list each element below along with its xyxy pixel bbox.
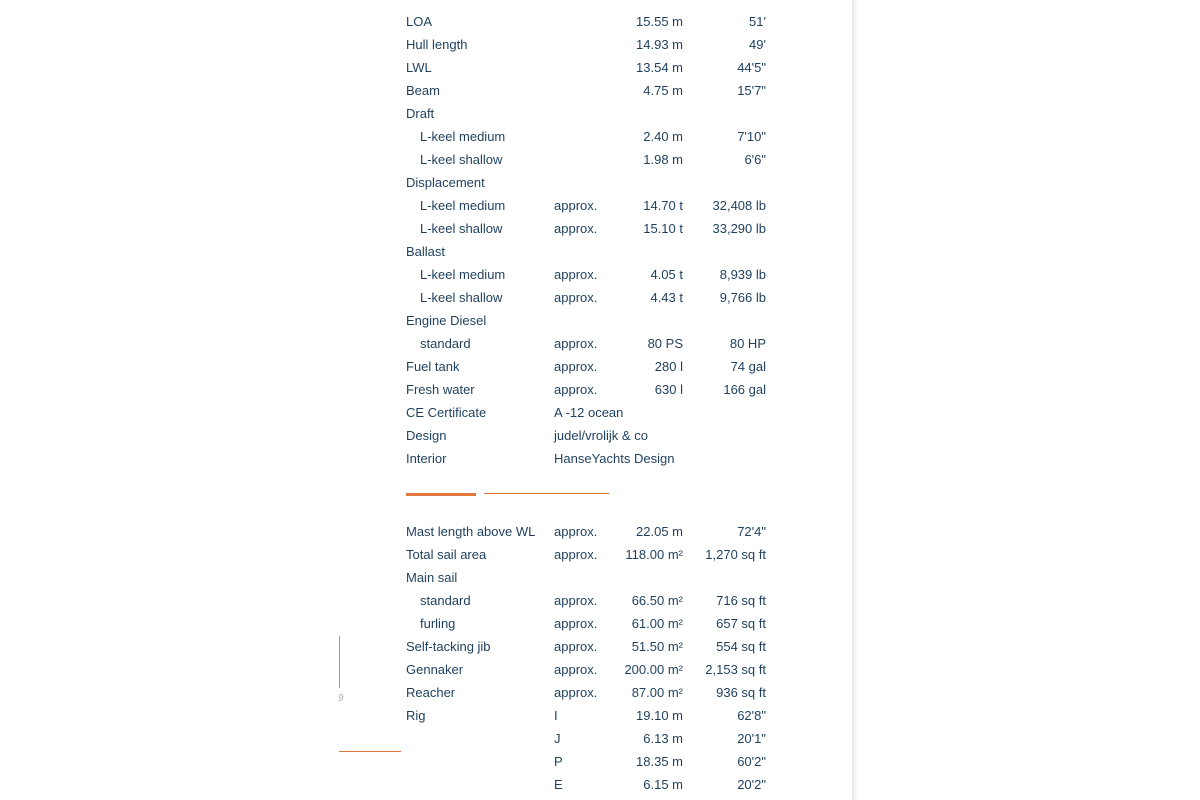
spec-label: Self-tacking jib <box>406 639 491 654</box>
spec-imperial-value: 15'7" <box>737 83 766 98</box>
spec-label: L-keel shallow <box>420 221 503 236</box>
spec-imperial-value: 6'6" <box>744 152 766 167</box>
spec-metric-value: 80 PS <box>647 336 683 351</box>
spec-label: Hull length <box>406 37 468 52</box>
spec-imperial-value: 657 sq ft <box>716 616 766 631</box>
spec-qualifier: approx. <box>554 547 598 562</box>
spec-label: Engine Diesel <box>406 313 487 328</box>
spec-label: Displacement <box>406 175 485 190</box>
spec-imperial-value: 32,408 lb <box>712 198 766 213</box>
spec-imperial-value: 20'2" <box>737 777 766 792</box>
section-divider-thin <box>484 493 609 494</box>
spec-qualifier: J <box>554 731 561 746</box>
spec-label: L-keel shallow <box>420 152 503 167</box>
spec-metric-value: 630 l <box>654 382 683 397</box>
spec-metric-value: 15.55 m <box>636 14 683 29</box>
spec-metric-value: 6.13 m <box>643 731 683 746</box>
page-edge-rule <box>339 636 340 688</box>
spec-imperial-value: 44'5" <box>737 60 766 75</box>
spec-label: LWL <box>406 60 432 75</box>
spec-imperial-value: 51' <box>749 14 766 29</box>
spec-qualifier: approx. <box>554 662 598 677</box>
spec-imperial-value: 33,290 lb <box>712 221 766 236</box>
spec-label: furling <box>420 616 456 631</box>
spec-label: L-keel medium <box>420 198 506 213</box>
spec-qualifier: I <box>554 708 558 723</box>
spec-qualifier: approx. <box>554 267 598 282</box>
spec-metric-value: 13.54 m <box>636 60 683 75</box>
spec-metric-value: 118.00 m² <box>625 547 683 562</box>
spec-metric-value: 6.15 m <box>643 777 683 792</box>
spec-qualifier: approx. <box>554 221 598 236</box>
spec-imperial-value: 2,153 sq ft <box>705 662 766 677</box>
spec-qualifier: approx. <box>554 382 598 397</box>
spec-label: LOA <box>406 14 433 29</box>
spec-imperial-value: 49' <box>749 37 766 52</box>
spec-label: Rig <box>406 708 426 723</box>
spec-imperial-value: 8,939 lb <box>719 267 766 282</box>
spec-imperial-value: 7'10" <box>737 129 766 144</box>
spec-label: Main sail <box>406 570 458 585</box>
spec-qualifier: approx. <box>554 359 598 374</box>
spec-qualifier: approx. <box>554 685 598 700</box>
spec-label: CE Certificate <box>406 405 487 420</box>
spec-metric-value: 66.50 m² <box>631 593 683 608</box>
spec-label: L-keel medium <box>420 267 506 282</box>
spec-label: Fresh water <box>406 382 475 397</box>
page-edge-mark: 9 <box>338 693 344 704</box>
spec-label: Design <box>406 428 447 443</box>
spec-imperial-value: 74 gal <box>730 359 766 374</box>
spec-qualifier: E <box>554 777 563 792</box>
spec-metric-value: 19.10 m <box>636 708 683 723</box>
spec-label: Reacher <box>406 685 456 700</box>
spec-label: Mast length above WL <box>406 524 536 539</box>
spec-qualifier: approx. <box>554 524 598 539</box>
spec-metric-value: 4.75 m <box>643 83 683 98</box>
spec-imperial-value: 9,766 lb <box>719 290 766 305</box>
spec-label: standard <box>420 593 471 608</box>
spec-imperial-value: 60'2" <box>737 754 766 769</box>
spec-qualifier: approx. <box>554 336 598 351</box>
spec-label: L-keel shallow <box>420 290 503 305</box>
spec-metric-value: 18.35 m <box>636 754 683 769</box>
spec-label: Ballast <box>406 244 446 259</box>
spec-metric-value: 51.50 m² <box>631 639 683 654</box>
spec-imperial-value: 716 sq ft <box>716 593 766 608</box>
page-shadow <box>852 0 858 800</box>
spec-imperial-value: 936 sq ft <box>716 685 766 700</box>
spec-metric-value: 14.70 t <box>643 198 683 213</box>
spec-label: Fuel tank <box>406 359 460 374</box>
spec-qualifier: approx. <box>554 198 598 213</box>
spec-imperial-value: 72'4" <box>737 524 766 539</box>
spec-qualifier: approx. <box>554 616 598 631</box>
spec-qualifier: approx. <box>554 639 598 654</box>
spec-qualifier: A -12 ocean <box>554 405 624 420</box>
spec-metric-value: 14.93 m <box>636 37 683 52</box>
spec-metric-value: 4.43 t <box>650 290 683 305</box>
spec-metric-value: 87.00 m² <box>631 685 683 700</box>
spec-label: Draft <box>406 106 435 121</box>
page-edge-accent-line <box>339 751 401 752</box>
spec-imperial-value: 166 gal <box>723 382 766 397</box>
spec-metric-value: 2.40 m <box>643 129 683 144</box>
spec-qualifier: judel/vrolijk & co <box>554 428 648 443</box>
spec-metric-value: 22.05 m <box>636 524 683 539</box>
spec-label: standard <box>420 336 471 351</box>
spec-label: Beam <box>406 83 440 98</box>
spec-metric-value: 61.00 m² <box>631 616 683 631</box>
spec-label: Gennaker <box>406 662 464 677</box>
spec-imperial-value: 554 sq ft <box>716 639 766 654</box>
section-divider-thick <box>406 493 476 496</box>
spec-qualifier: HanseYachts Design <box>554 451 675 466</box>
spec-metric-value: 15.10 t <box>643 221 683 236</box>
spec-metric-value: 200.00 m² <box>624 662 683 677</box>
spec-imperial-value: 80 HP <box>729 336 766 351</box>
spec-label: L-keel medium <box>420 129 506 144</box>
spec-metric-value: 1.98 m <box>643 152 683 167</box>
spec-imperial-value: 20'1" <box>737 731 766 746</box>
spec-imperial-value: 1,270 sq ft <box>705 547 766 562</box>
spec-qualifier: P <box>554 754 563 769</box>
spec-qualifier: approx. <box>554 593 598 608</box>
spec-imperial-value: 62'8" <box>737 708 766 723</box>
spec-metric-value: 280 l <box>654 359 683 374</box>
spec-qualifier: approx. <box>554 290 598 305</box>
spec-label: Total sail area <box>406 547 487 562</box>
spec-metric-value: 4.05 t <box>650 267 683 282</box>
spec-label: Interior <box>406 451 447 466</box>
